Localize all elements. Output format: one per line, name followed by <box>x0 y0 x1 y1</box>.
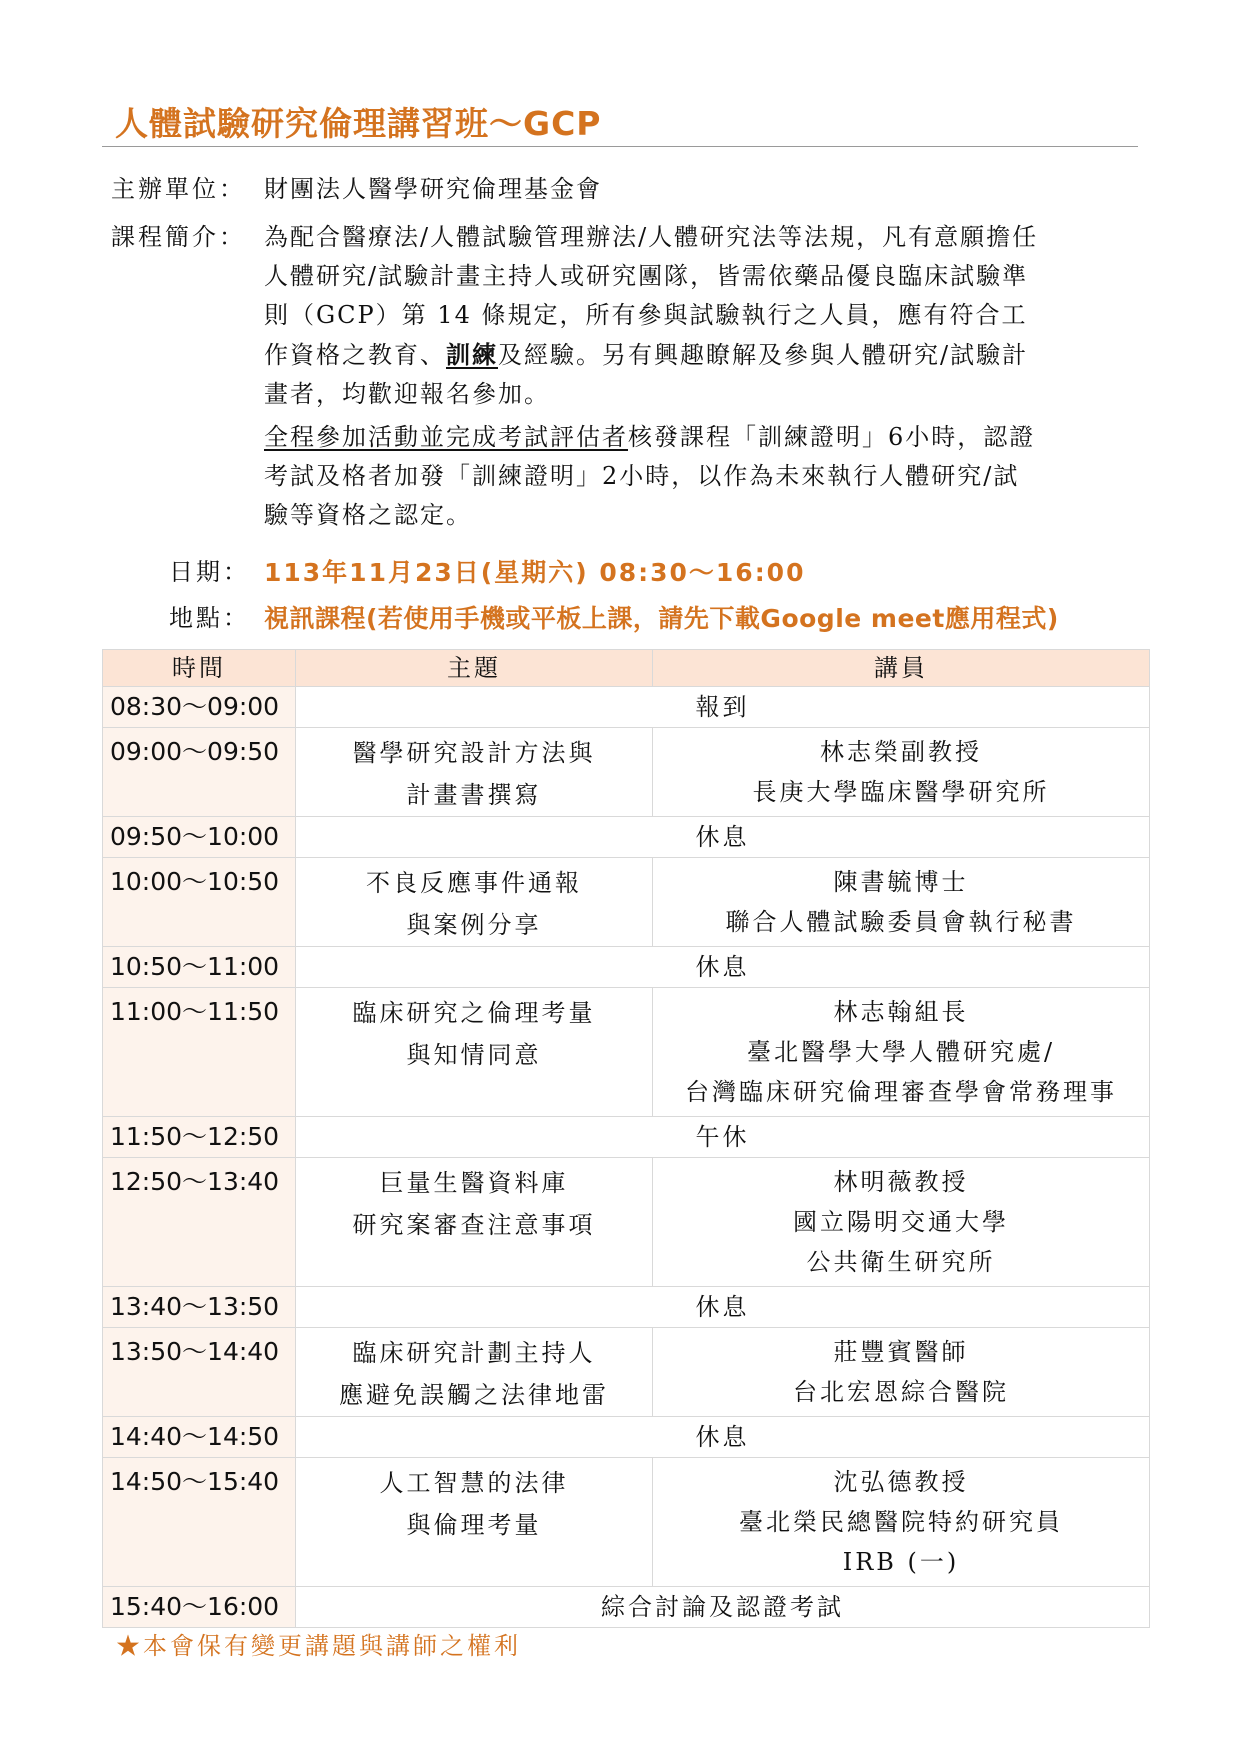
session-span-label: 休息 <box>296 817 1150 858</box>
speaker-line: 公共衛生研究所 <box>806 1248 996 1276</box>
intro-text: 及經驗。另有興趣瞭解及參與人體研究/試驗計 <box>498 341 1029 369</box>
intro-line: 畫者，均歡迎報名參加。 <box>264 380 550 408</box>
session-time: 13:50～14:40 <box>103 1328 296 1417</box>
session-span-label: 報到 <box>296 687 1150 728</box>
session-span-label: 綜合討論及認證考試 <box>296 1587 1150 1628</box>
session-span-label: 休息 <box>296 947 1150 988</box>
session-speaker <box>653 1158 1150 1287</box>
session-time: 10:00～10:50 <box>103 858 296 947</box>
session-topic <box>296 1328 653 1417</box>
table-row <box>103 1158 1150 1287</box>
venue-label: 地點： <box>169 604 250 632</box>
speaker-line: 聯合人體試驗委員會執行秘書 <box>725 908 1077 936</box>
session-span-label: 休息 <box>296 1417 1150 1458</box>
speaker-line: 國立陽明交通大學 <box>793 1208 1009 1236</box>
date-label: 日期： <box>169 558 250 586</box>
session-time: 15:40～16:00 <box>103 1587 296 1628</box>
table-row <box>103 1458 1150 1587</box>
speaker-line: 長庚大學臨床醫學研究所 <box>752 778 1050 806</box>
header-topic: 主題 <box>296 650 653 687</box>
intro-paragraph-1 <box>264 218 1144 414</box>
header-time: 時間 <box>103 650 296 687</box>
session-speaker <box>653 988 1150 1117</box>
intro-text: 作資格之教育、 <box>264 341 446 369</box>
intro-line <box>264 335 1144 375</box>
organizer-value: 財團法人醫學研究倫理基金會 <box>264 175 602 203</box>
topic-line: 不良反應事件通報 <box>366 869 582 897</box>
completion-requirement: 全程參加活動並完成考試評估者 <box>264 423 628 451</box>
session-speaker <box>653 1458 1150 1587</box>
session-time: 12:50～13:40 <box>103 1158 296 1287</box>
table-row <box>103 687 1150 728</box>
session-topic <box>296 1458 653 1587</box>
speaker-line: 臺北醫學大學人體研究處/ <box>746 1038 1056 1066</box>
table-row <box>103 1287 1150 1328</box>
session-time: 14:50～15:40 <box>103 1458 296 1587</box>
speaker-line: 林志翰組長 <box>833 998 969 1026</box>
table-row <box>103 1117 1150 1158</box>
organizer-row <box>111 170 246 209</box>
speaker-line: 台北宏恩綜合醫院 <box>793 1378 1009 1406</box>
table-row <box>103 1417 1150 1458</box>
intro-text: 核發課程「訓練證明」6小時，認證 <box>628 423 1036 451</box>
schedule-body <box>103 687 1150 1628</box>
intro-line: 人體研究/試驗計畫主持人或研究團隊，皆需依藥品優良臨床試驗準 <box>264 262 1029 290</box>
topic-line: 臨床研究之倫理考量 <box>352 999 596 1027</box>
speaker-line: 台灣臨床研究倫理審查學會常務理事 <box>685 1078 1117 1106</box>
session-time: 09:00～09:50 <box>103 728 296 817</box>
intro-label: 課程簡介： <box>111 223 246 251</box>
table-row <box>103 817 1150 858</box>
topic-line: 與倫理考量 <box>406 1511 542 1539</box>
speaker-line: 莊豐賓醫師 <box>833 1338 969 1366</box>
session-time: 11:50～12:50 <box>103 1117 296 1158</box>
venue-value: 視訊課程(若使用手機或平板上課，請先下載Google meet應用程式) <box>264 604 1059 633</box>
session-time: 08:30～09:00 <box>103 687 296 728</box>
topic-line: 計畫書撰寫 <box>406 781 542 809</box>
table-row <box>103 947 1150 988</box>
speaker-line: 沈弘德教授 <box>833 1468 969 1496</box>
session-time: 14:40～14:50 <box>103 1417 296 1458</box>
title-divider <box>102 146 1138 147</box>
topic-line: 醫學研究設計方法與 <box>352 739 596 767</box>
topic-line: 臨床研究計劃主持人 <box>352 1339 596 1367</box>
topic-line: 與知情同意 <box>406 1041 542 1069</box>
intro-line <box>264 418 1144 457</box>
topic-line: 應避免誤觸之法律地雷 <box>339 1381 609 1409</box>
table-row <box>103 1587 1150 1628</box>
date-row <box>169 553 250 592</box>
intro-line: 考試及格者加發「訓練證明」2小時，以作為未來執行人體研究/試 <box>264 462 1020 490</box>
training-emphasis: 訓練 <box>446 340 498 369</box>
session-span-label: 午休 <box>296 1117 1150 1158</box>
speaker-line: 林明薇教授 <box>833 1168 969 1196</box>
table-row <box>103 728 1150 817</box>
table-header-row <box>103 650 1150 687</box>
session-time: 09:50～10:00 <box>103 817 296 858</box>
page-title: 人體試驗研究倫理講習班～GCP <box>115 104 602 143</box>
session-speaker <box>653 1328 1150 1417</box>
session-time: 10:50～11:00 <box>103 947 296 988</box>
intro-paragraph-2 <box>264 418 1144 535</box>
intro-line: 驗等資格之認定。 <box>264 501 472 529</box>
rights-notice: ★本會保有變更講題與講師之權利 <box>116 1632 521 1660</box>
table-row <box>103 988 1150 1117</box>
session-topic <box>296 988 653 1117</box>
session-topic <box>296 728 653 817</box>
session-time: 11:00～11:50 <box>103 988 296 1117</box>
table-row <box>103 858 1150 947</box>
intro-line: 為配合醫療法/人體試驗管理辦法/人體研究法等法規，凡有意願擔任 <box>264 223 1039 251</box>
speaker-line: IRB (一) <box>842 1548 960 1576</box>
intro-line: 則（GCP）第 14 條規定，所有參與試驗執行之人員，應有符合工 <box>264 301 1028 329</box>
session-topic <box>296 858 653 947</box>
intro-row <box>111 218 246 257</box>
speaker-line: 林志榮副教授 <box>820 738 982 766</box>
session-topic <box>296 1158 653 1287</box>
table-row <box>103 1328 1150 1417</box>
topic-line: 與案例分享 <box>406 911 542 939</box>
topic-line: 人工智慧的法律 <box>379 1469 569 1497</box>
session-time: 13:40～13:50 <box>103 1287 296 1328</box>
speaker-line: 臺北榮民總醫院特約研究員 <box>739 1508 1063 1536</box>
header-speaker: 講員 <box>653 650 1150 687</box>
session-span-label: 休息 <box>296 1287 1150 1328</box>
schedule-table <box>102 649 1150 1628</box>
organizer-label: 主辦單位： <box>111 175 246 203</box>
venue-row <box>169 599 250 638</box>
date-value: 113年11月23日(星期六) 08:30～16:00 <box>264 558 806 587</box>
speaker-line: 陳書毓博士 <box>833 868 969 896</box>
topic-line: 巨量生醫資料庫 <box>379 1169 569 1197</box>
topic-line: 研究案審查注意事項 <box>352 1211 596 1239</box>
session-speaker <box>653 858 1150 947</box>
session-speaker <box>653 728 1150 817</box>
